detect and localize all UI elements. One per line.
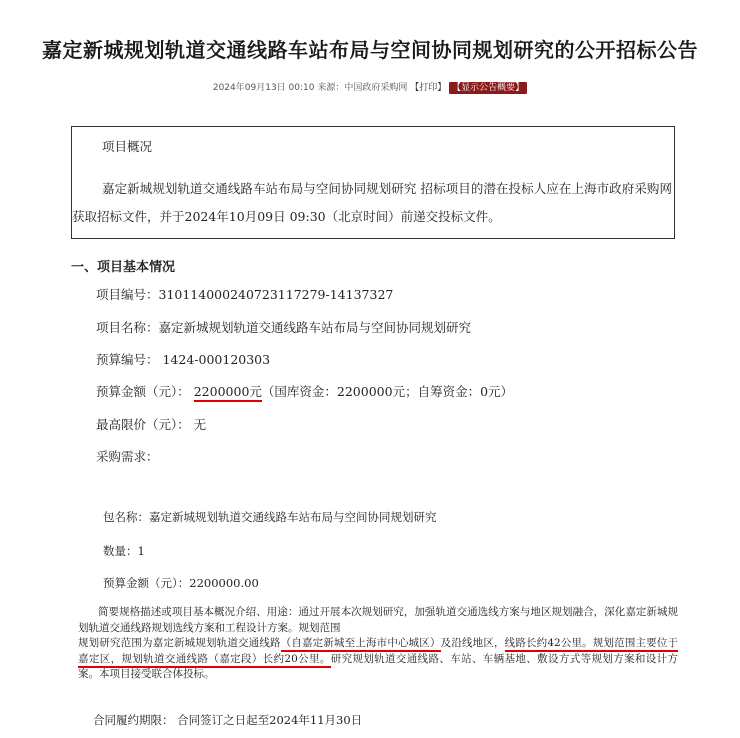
procurement-demand: 采购需求： [96,449,159,464]
budget-amount-label: 预算金额（元）： [96,384,194,399]
budget-amount-detail: （国库资金：2200000元；自筹资金：0元） [261,384,514,399]
print-link[interactable]: 【打印】 [410,83,447,93]
budget-amount-value: 2200000元 [194,384,262,402]
overview-body: 嘉定新城规划轨道交通线路车站布局与空间协同规划研究 招标项目的潜在投标人应在上海市政府采购网获取招标文件，并于2024年10月09日 09:30（北京时间）前递交投标文件。 [72,181,672,224]
max-price: 最高限价（元）： 无 [96,417,207,432]
description-area: 及沿线地区， [440,637,505,649]
budget-amount-line [96,382,513,400]
package-budget: 预算金额（元）：2200000.00 [103,576,259,590]
description-scope: 规划研究范围为嘉定新城规划轨道交通线路 [78,637,281,649]
package-name: 包名称：嘉定新城规划轨道交通线路车站布局与空间协同规划研究 [103,510,437,524]
article-meta [0,80,740,93]
project-number: 项目编号：310114000240723117279-14137327 [96,287,394,302]
description-length: 线路长约42公里。规划范围主要位于嘉定区，规划轨道交通线路（嘉定段）长约20公里。 [78,637,678,668]
section-heading-basic-info: 一、项目基本情况 [71,260,176,275]
project-name: 项目名称：嘉定新城规划轨道交通线路车站布局与空间协同规划研究 [96,320,472,335]
budget-number: 预算编号： 1424-000120303 [96,352,271,367]
project-description [78,605,678,683]
source-label: 来源：中国政府采购网 [317,83,408,93]
description-content: 研究规划轨道交通线路、车站、车辆基地、敷设方式等规划方案和设计方案。本项目接受联合体投标。 [78,652,678,680]
project-overview-box [71,126,675,239]
description-route: （自嘉定新城至上海市中心城区） [281,637,441,652]
show-summary-button[interactable]: 【显示公告概要】 [449,82,527,94]
description-intro: 简要规格描述或项目基本概况介绍、用途：通过开展本次规划研究，加强轨道交通选线方案与地区规划融合，深化嘉定新城规划轨道交通线路规划选线方案和工程设计方案。规划范围 [78,606,678,634]
package-quantity: 数量：1 [103,544,145,558]
page-title: 嘉定新城规划轨道交通线路车站布局与空间协同规划研究的公开招标公告 [42,38,698,62]
publish-date: 2024年09月13日 00:10 [212,83,315,93]
contract-period: 合同履约期限： 合同签订之日起至2024年11月30日 [93,713,363,727]
overview-title: 项目概况 [102,139,153,154]
